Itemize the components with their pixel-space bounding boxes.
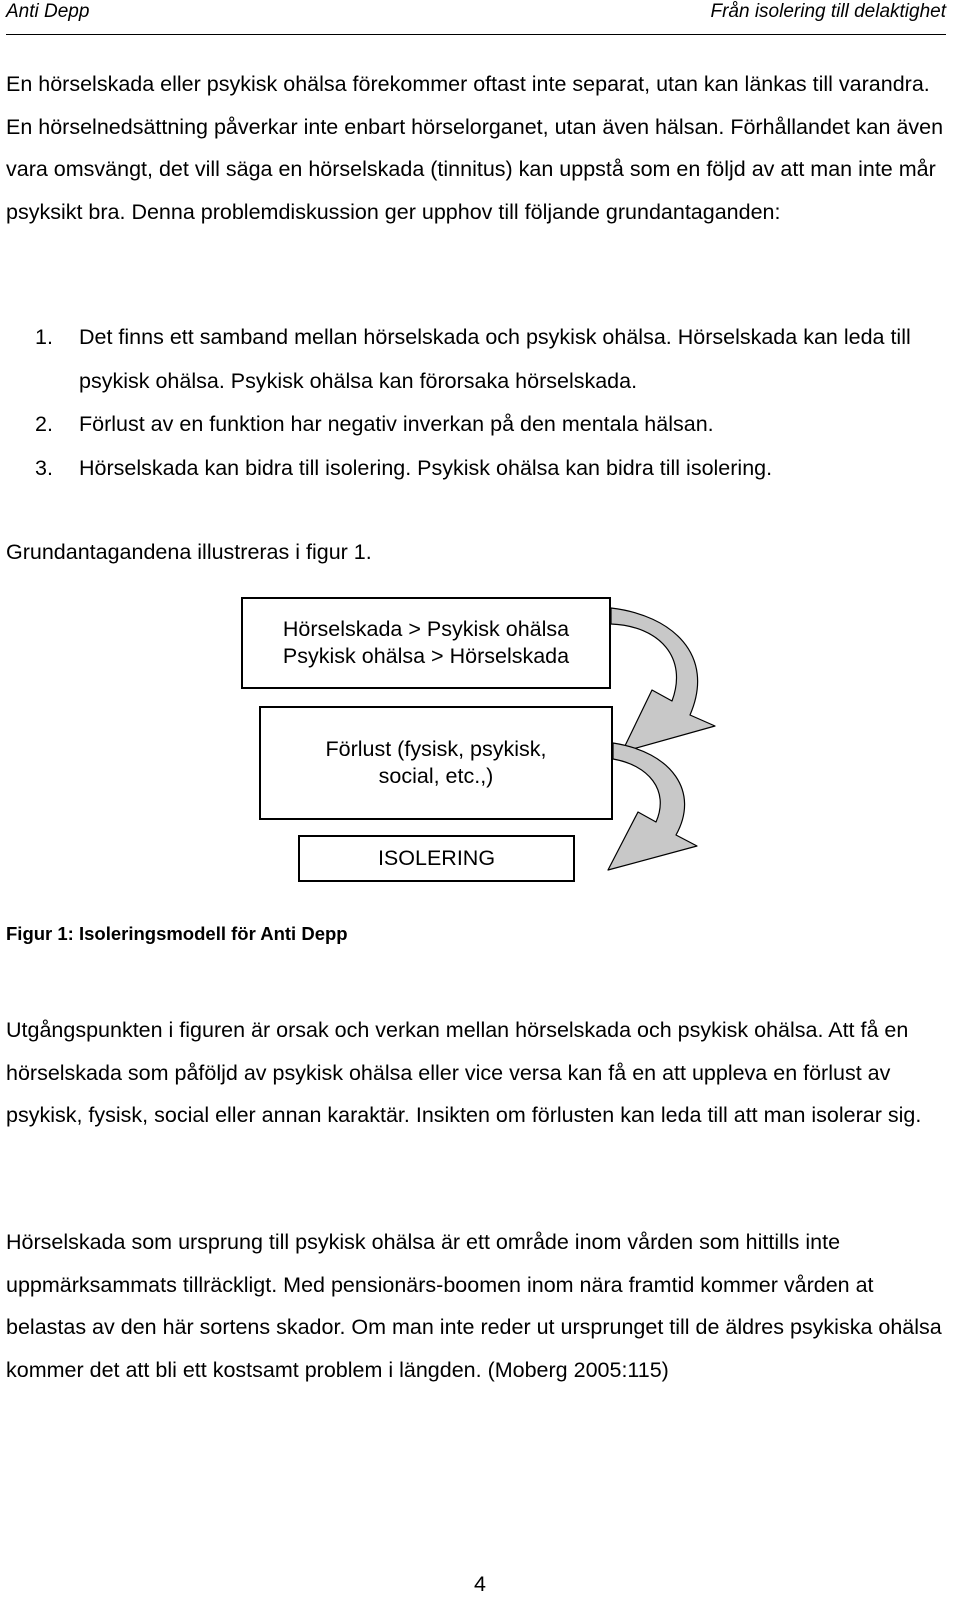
curved-arrow-icon bbox=[608, 743, 697, 870]
assumptions-list bbox=[6, 316, 944, 490]
loss-box bbox=[259, 706, 613, 820]
list-item bbox=[6, 403, 944, 447]
box-line: social, etc.,) bbox=[378, 764, 494, 788]
list-item bbox=[6, 447, 944, 491]
list-item-number: 3. bbox=[35, 455, 53, 480]
figure-caption: Figur 1: Isoleringsmodell för Anti Depp bbox=[6, 923, 348, 944]
list-item bbox=[6, 316, 944, 403]
list-item-text: Hörselskada kan bidra till isolering. Psykisk ohälsa kan bidra till isolering. bbox=[79, 455, 773, 480]
header-title: Från isolering till delaktighet bbox=[710, 1, 946, 22]
body-paragraph: Utgångspunkten i figuren är orsak och verkan mellan hörselskada och psykisk ohälsa. Att få en hörselskada som påföljd av psykisk ohälsa eller vice versa kan få en att uppleva en förlust av psykisk, fysisk, social eller annan karaktär. Insikten om förlusten kan leda till att man isolerar sig. bbox=[6, 1018, 922, 1127]
intro-paragraph: En hörselskada eller psykisk ohälsa förekommer oftast inte separat, utan kan länkas till varandra. En hörselnedsättning påverkar inte enbart hörselorganet, utan även hälsan. Förhållandet kan även vara omsvängt, det vill säga en hörselskada (tinnitus) kan uppstå som en följd av att man inte mår psyksikt bra. Denna problemdiskussion ger upphov till följande grundantaganden: bbox=[6, 72, 944, 224]
hearing-damage-box bbox=[241, 597, 611, 689]
figure-lead-text: Grundantagandena illustreras i figur 1. bbox=[6, 540, 372, 564]
list-item-text: Förlust av en funktion har negativ inverkan på den mentala hälsan. bbox=[79, 412, 714, 436]
box-line: Förlust (fysisk, psykisk, bbox=[325, 737, 547, 761]
header-divider bbox=[6, 34, 946, 35]
list-item-number: 1. bbox=[35, 325, 53, 349]
body-paragraph: Hörselskada som ursprung till psykisk ohälsa är ett område inom vården som hittills inte uppmärksammats tillräckligt. Med pensionärs-boomen inom nära framtid kommer vården at belastas av den här sortens skador. Om man inte reder ut ursprunget till de äldres psykiska ohälsa kommer det att bli ett kostsamt problem i längden. (Moberg 2005:115) bbox=[6, 1230, 942, 1382]
box-line: ISOLERING bbox=[377, 846, 496, 870]
list-item-number: 2. bbox=[35, 412, 53, 436]
list-item-text: Det finns ett samband mellan hörselskada och psykisk ohälsa. Hörselskada kan leda till psykisk ohälsa. Psykisk ohälsa kan förorsaka hörselskada. bbox=[79, 325, 911, 393]
isolation-box bbox=[298, 835, 575, 882]
header-author: Anti Depp bbox=[6, 1, 90, 22]
page-number: 4 bbox=[474, 1572, 486, 1596]
curved-arrow-icon bbox=[611, 608, 715, 752]
box-line: Psykisk ohälsa > Hörselskada bbox=[282, 644, 570, 668]
box-line: Hörselskada > Psykisk ohälsa bbox=[282, 617, 570, 641]
